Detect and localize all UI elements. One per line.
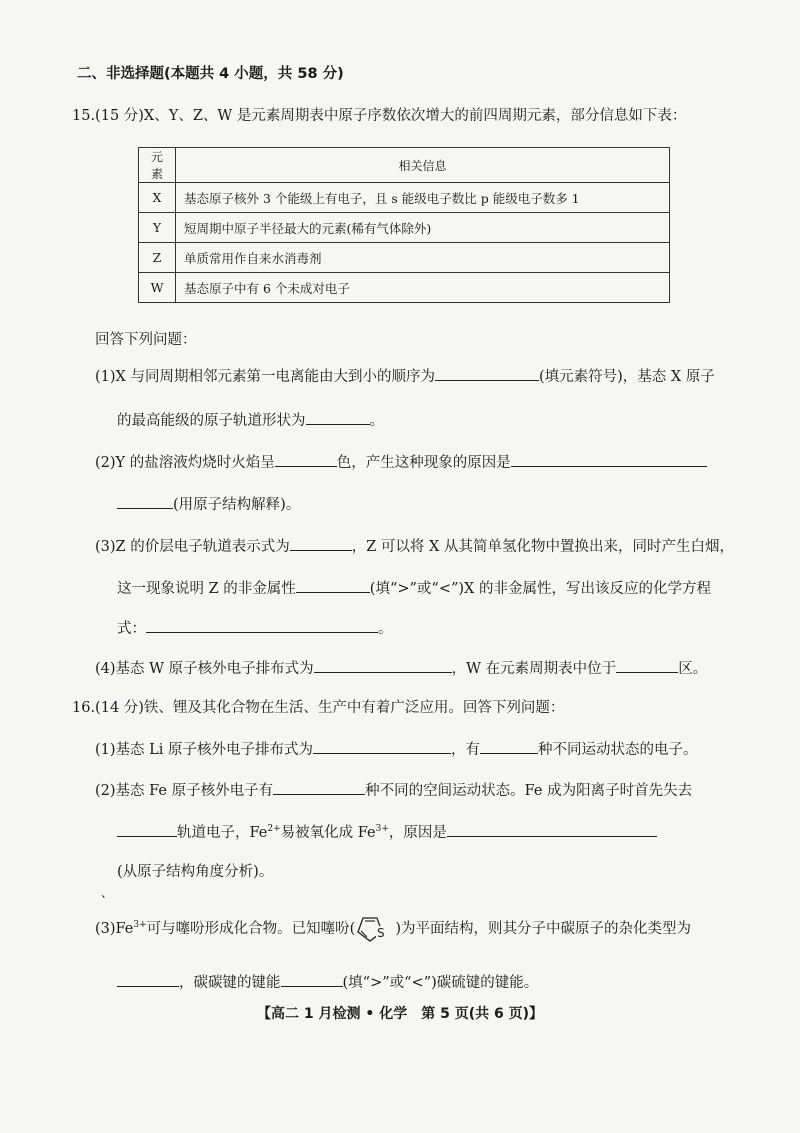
answer-blank[interactable] [616, 658, 678, 673]
q15-p4-text-c: 区。 [678, 661, 708, 677]
row-info: 基态原子中有 6 个未成对电子 [176, 273, 670, 303]
q16-part2-line1 [95, 780, 692, 801]
answer-blank[interactable] [435, 366, 539, 381]
q15-p3-text-e: 式： [117, 621, 146, 637]
q16-p2-sup-fe3: 3+ [375, 824, 389, 835]
row-element: W [139, 273, 176, 303]
q15-p1-text-b: (填元素符号)，基态 X 原子 [538, 369, 715, 385]
row-element: X [139, 183, 176, 213]
q15-p3-text-d: (填“>”或“<”)X 的非金属性，写出该反应的化学方程 [369, 581, 711, 597]
answer-blank[interactable] [273, 780, 365, 795]
answer-blank[interactable] [447, 822, 657, 837]
q16-stem: 16.(14 分)铁、锂及其化合物在生活、生产中有着广泛应用。回答下列问题： [72, 700, 565, 716]
thiophene-structure [355, 912, 395, 946]
q16-part1 [95, 739, 698, 760]
table-row [139, 243, 670, 273]
stray-mark: 、 [101, 886, 114, 900]
q15-p3-text-f: 。 [378, 621, 393, 637]
q15-part4 [95, 658, 707, 679]
section-title: 二、非选择题(本题共 4 小题，共 58 分) [77, 66, 344, 82]
header-element: 元素 [139, 148, 176, 183]
q15-p2-text-b: 色，产生这种现象的原因是 [336, 455, 511, 471]
answer-blank[interactable] [146, 618, 378, 633]
q15-p4-text-a: (4)基态 W 原子核外电子排布式为 [95, 661, 314, 677]
answer-blank[interactable] [306, 410, 370, 425]
row-info: 单质常用作自来水消毒剂 [176, 243, 670, 273]
q16-p1-text-c: 种不同运动状态的电子。 [538, 742, 698, 758]
row-element: Y [139, 213, 176, 243]
q15-p3-text-c: 这一现象说明 Z 的非金属性 [117, 581, 296, 597]
q15-part3-line3 [117, 618, 393, 639]
answer-blank[interactable] [275, 452, 337, 467]
answer-prompt: 回答下列问题： [95, 332, 197, 348]
header-info: 相关信息 [176, 148, 670, 183]
q16-p3-text-d: ，碳碳键的键能 [179, 975, 281, 991]
q16-p1-text-b: ，有 [451, 742, 481, 758]
q16-p3-text-b: 可与噻吩形成化合物。已知噻吩( [146, 921, 356, 937]
q16-part3-line2 [117, 972, 538, 993]
answer-blank[interactable] [117, 494, 173, 509]
q15-p4-text-b: ，W 在元素周期表中位于 [451, 661, 617, 677]
q16-p1-text-a: (1)基态 Li 原子核外电子排布式为 [95, 742, 314, 758]
q15-part2-line1 [95, 452, 707, 473]
q16-p2-text-b: 种不同的空间运动状态。Fe 成为阳离子时首先失去 [365, 783, 693, 799]
q15-p1-text-a: (1)X 与同周期相邻元素第一电离能由大到小的顺序为 [95, 369, 435, 385]
answer-blank[interactable] [511, 452, 707, 467]
q15-p1-text-d: 。 [369, 413, 384, 429]
table-row [139, 273, 670, 303]
element-info-table [138, 147, 670, 303]
table-header-row [139, 148, 670, 183]
sulfur-label: S [377, 926, 385, 940]
q16-part2-line2 [117, 822, 657, 843]
answer-blank[interactable] [290, 536, 352, 551]
answer-blank[interactable] [480, 739, 538, 754]
answer-blank[interactable] [117, 972, 179, 987]
q16-part3-line1 [95, 912, 691, 946]
q16-p2-text-d: 易被氧化成 Fe [280, 825, 376, 841]
q15-p3-text-b: ，Z 可以将 X 从其简单氢化物中置换出来，同时产生白烟， [351, 539, 734, 555]
q16-p3-text-e: (填“>”或“<”)碳硫键的键能。 [342, 975, 539, 991]
q16-p2-sup-fe2: 2+ [267, 824, 281, 835]
answer-blank[interactable] [314, 658, 452, 673]
q15-part3-line2 [117, 578, 711, 599]
q16-p2-text-c: 轨道电子，Fe [177, 825, 268, 841]
q16-p2-text-f: (从原子结构角度分析)。 [117, 864, 274, 880]
q16-p3-text-c: )为平面结构，则其分子中碳原子的杂化类型为 [395, 921, 691, 937]
q16-p2-text-a: (2)基态 Fe 原子核外电子有 [95, 783, 274, 799]
q15-part1-line2 [117, 410, 384, 431]
q15-p2-text-c: (用原子结构解释)。 [173, 497, 301, 513]
q15-p3-text-a: (3)Z 的价层电子轨道表示式为 [95, 539, 290, 555]
table-row [139, 213, 670, 243]
answer-blank[interactable] [117, 822, 177, 837]
q15-p2-text-a: (2)Y 的盐溶液灼烧时火焰呈 [95, 455, 275, 471]
q16-p2-text-e: ，原因是 [388, 825, 447, 841]
q15-stem: 15.(15 分)X、Y、Z、W 是元素周期表中原子序数依次增大的前四周期元素，部分信息如下表： [72, 108, 687, 124]
page-footer: 【高二 1 月检测 • 化学 第 5 页(共 6 页)】 [257, 1006, 543, 1022]
q15-p1-text-c: 的最高能级的原子轨道形状为 [117, 413, 306, 429]
q15-part1-line1 [95, 366, 715, 387]
q15-part3-line1 [95, 536, 734, 557]
q15-part2-line2 [117, 494, 300, 515]
row-info: 基态原子核外 3 个能级上有电子，且 s 能级电子数比 p 能级电子数多 1 [176, 183, 670, 213]
thiophene-ring-icon [355, 912, 395, 946]
answer-blank[interactable] [313, 739, 451, 754]
q16-part2-line3 [117, 862, 273, 882]
row-element: Z [139, 243, 176, 273]
answer-blank[interactable] [296, 578, 370, 593]
q16-p3-text-a: (3)Fe [95, 921, 134, 937]
q16-p3-sup-fe3: 3+ [133, 920, 147, 931]
answer-blank[interactable] [281, 972, 343, 987]
row-info: 短周期中原子半径最大的元素(稀有气体除外) [176, 213, 670, 243]
table-row [139, 183, 670, 213]
